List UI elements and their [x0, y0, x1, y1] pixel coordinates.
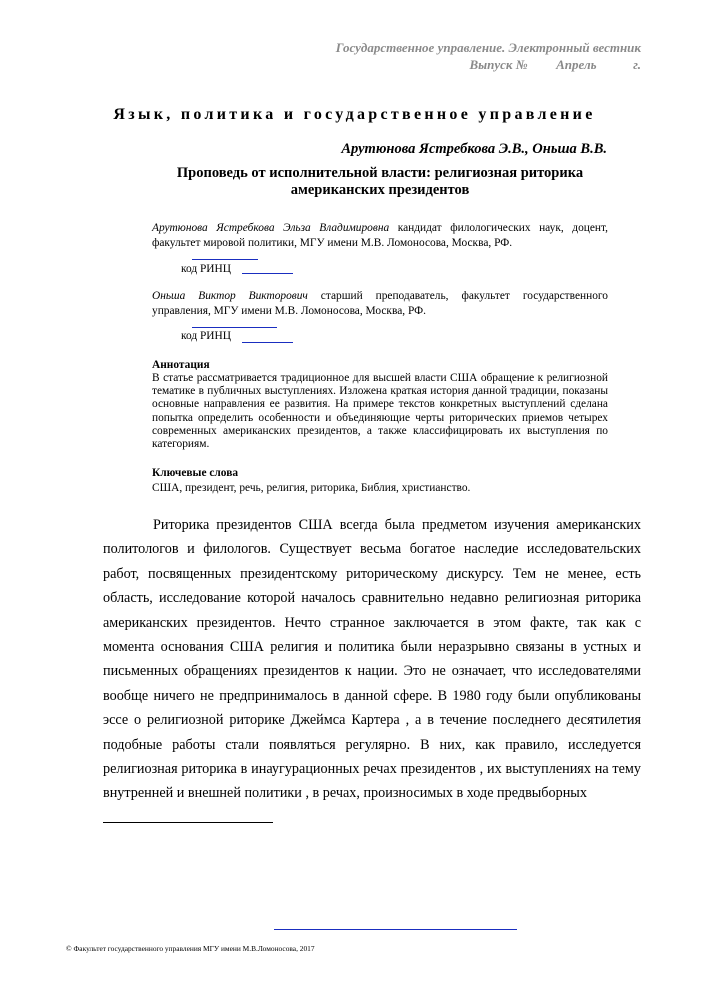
- article-title: Проповедь от исполнительной власти: религиозная риторика американских президентов: [176, 165, 584, 198]
- author-name-2: Оньша Виктор Викторович: [152, 290, 308, 302]
- author-details-2: старший преподаватель, факультет государственного управления, МГУ имени М.В. Ломоносова, Москва, РФ.: [152, 290, 608, 317]
- orcid-link-2[interactable]: [192, 327, 277, 328]
- rinc-link-2[interactable]: [242, 342, 293, 343]
- orcid-link-1[interactable]: [192, 259, 258, 260]
- issue-year-suffix: г.: [633, 57, 641, 72]
- body-paragraph: Риторика президентов США всегда была предметом изучения американских политологов и филологов. Существует весьма богатое наследие исследовательских работ, посвященных президентскому риторическому дискурсу. Тем не менее, есть область, исследование которой началось сравнительно недавно религиозная риторика американских президентов. Нечто странное заключается в этом факте, так как с момента основания США религия и политика были неразрывно связаны в устных и письменных обращениях президентов к нации. Это не означает, что исследователями вообще ничего не предпринималось в данной сфере. В 1980 году были опубликованы эссе о религиозной риторике Джеймса Картера , а в течение последнего десятилетия подобные работы стали появляться регулярно. В них, как правило, исследуется религиозная риторика в инаугурационных речах президентов , их выступлениях на тему внутренней и внешней политики , в речах, произносимых в ходе предвыборных: [103, 517, 641, 802]
- annotation-heading: Аннотация: [152, 359, 210, 371]
- journal-header-title: Государственное управление. Электронный вестник: [335, 40, 641, 55]
- footer-link[interactable]: [274, 929, 517, 930]
- footnote-separator: [103, 822, 273, 823]
- issue-month: Апрель: [556, 57, 597, 72]
- rinc-label-1: код РИНЦ: [181, 263, 231, 275]
- author-name-1: Арутюнова Ястребкова Эльза Владимировна: [152, 222, 390, 234]
- annotation-text: В статье рассматривается традиционное для высшей власти США обращение к религиозной тематике в публичных выступлениях. Изложена краткая история данной традиции, показаны основные направления ее развития. На примере текстов конкретных выступлений сделана попытка определить особенности и объединяющие черты риторических приемов четырех современных американских президентов, а также классифицировать их выступления по категориям.: [152, 372, 608, 451]
- author-details-1: кандидат филологических наук, доцент, факультет мировой политики, МГУ имени М.В. Ломоносова, Москва, РФ.: [152, 222, 608, 249]
- rinc-code-2: [181, 330, 231, 342]
- section-title: Язык, политика и государственное управление: [113, 106, 596, 123]
- rinc-link-1[interactable]: [242, 273, 293, 274]
- rinc-code-1: [181, 263, 231, 275]
- authors-short: Арутюнова Ястребкова Э.В., Оньша В.В.: [341, 141, 607, 157]
- keywords-heading: Ключевые слова: [152, 467, 239, 479]
- body-text: [103, 513, 641, 806]
- author-info-1: [152, 221, 608, 251]
- rinc-label-2: код РИНЦ: [181, 330, 231, 342]
- issue-label: Выпуск №: [469, 57, 528, 72]
- keywords-text: США, президент, речь, религия, риторика, Библия, христианство.: [152, 482, 471, 494]
- author-info-2: [152, 289, 608, 319]
- journal-header-issue: [469, 57, 641, 73]
- footer-copyright: © Факультет государственного управления МГУ имени М.В.Ломоносова, 2017: [66, 944, 315, 953]
